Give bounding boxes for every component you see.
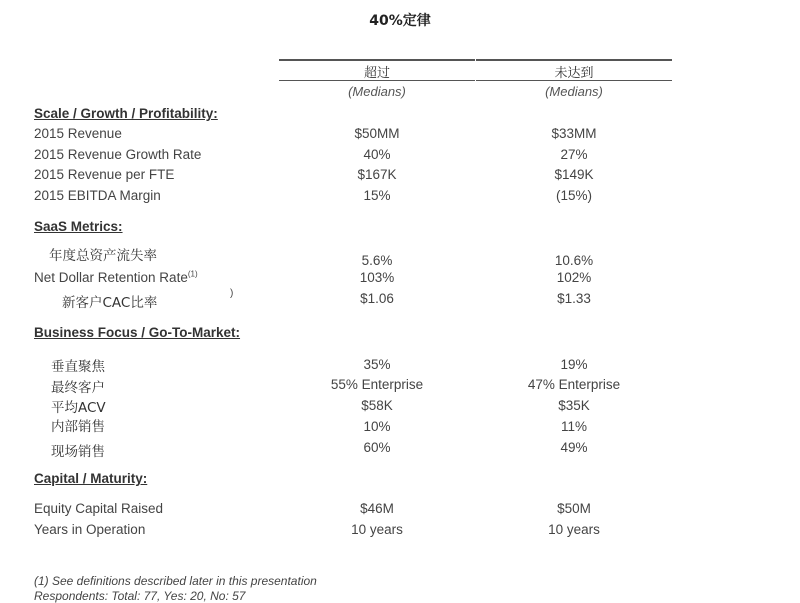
row-value-exceed: $1.06 xyxy=(360,291,394,306)
row-value-miss: 49% xyxy=(560,440,588,455)
row-label: 2015 Revenue xyxy=(34,126,122,141)
section-heading-business: Business Focus / Go-To-Market: xyxy=(34,325,241,340)
footnote-respondents: Respondents: Total: 77, Yes: 20, No: 57 xyxy=(34,589,246,603)
row-label: Years in Operation xyxy=(34,522,146,537)
header-rule-mid xyxy=(476,80,672,81)
section-heading-scale: Scale / Growth / Profitability: xyxy=(34,106,218,121)
row-label: 最终客户 xyxy=(51,380,105,396)
row-label: 年度总资产流失率 xyxy=(49,248,157,264)
row-value-miss: $1.33 xyxy=(557,291,591,306)
row-value-miss: 102% xyxy=(556,270,592,285)
page-title: 40%定律 xyxy=(369,13,431,29)
row-value-exceed: $167K xyxy=(357,167,397,182)
row-value-exceed: 103% xyxy=(359,270,395,285)
header-rule-mid xyxy=(279,80,475,81)
row-value-miss: $33MM xyxy=(551,126,597,141)
row-value-miss: 27% xyxy=(560,147,588,162)
row-value-miss: (15%) xyxy=(555,188,592,203)
row-label: 新客户CAC比率 xyxy=(62,295,158,311)
column-medians-note: (Medians) xyxy=(348,84,406,99)
row-value-miss: 19% xyxy=(560,357,588,372)
row-value-miss: $35K xyxy=(558,398,590,413)
stray-paren: ) xyxy=(230,288,234,299)
column-header-miss: 未达到 xyxy=(554,66,594,81)
row-value-exceed: 10 years xyxy=(351,522,403,537)
row-value-exceed: 5.6% xyxy=(361,253,393,268)
row-value-exceed: 40% xyxy=(363,147,391,162)
footnote-marker: (1) xyxy=(187,269,198,279)
row-label: 2015 Revenue Growth Rate xyxy=(34,147,202,162)
header-rule-top xyxy=(279,59,475,61)
row-value-exceed: 15% xyxy=(363,188,391,203)
row-value-exceed: 35% xyxy=(363,357,391,372)
row-value-miss: 47% Enterprise xyxy=(527,377,621,392)
row-label: 现场销售 xyxy=(51,444,105,460)
row-label: 2015 Revenue per FTE xyxy=(34,167,175,182)
row-label: 平均ACV xyxy=(51,400,106,416)
footnote-definitions: (1) See definitions described later in this presentation xyxy=(34,574,317,588)
row-value-miss: 10 years xyxy=(548,522,600,537)
column-medians-note: (Medians) xyxy=(545,84,603,99)
header-rule-top xyxy=(476,59,672,61)
row-label: 2015 EBITDA Margin xyxy=(34,188,161,203)
row-value-exceed: 55% Enterprise xyxy=(330,377,424,392)
row-label: Equity Capital Raised xyxy=(34,501,164,516)
row-value-miss: 11% xyxy=(560,419,588,434)
row-label: Net Dollar Retention Rate xyxy=(34,270,188,285)
section-heading-capital: Capital / Maturity: xyxy=(34,471,148,486)
row-value-exceed: $50MM xyxy=(354,126,400,141)
row-value-exceed: 60% xyxy=(363,440,391,455)
row-label: 内部销售 xyxy=(51,419,105,435)
row-label-with-note xyxy=(34,270,198,285)
row-value-miss: $149K xyxy=(554,167,594,182)
row-value-exceed: $46M xyxy=(360,501,394,516)
row-value-miss: $50M xyxy=(557,501,591,516)
row-value-miss: 10.6% xyxy=(554,253,594,268)
section-heading-saas: SaaS Metrics: xyxy=(34,219,123,234)
column-header-exceed: 超过 xyxy=(363,66,390,81)
row-label: 垂直聚焦 xyxy=(51,359,105,375)
row-value-exceed: $58K xyxy=(361,398,393,413)
row-value-exceed: 10% xyxy=(363,419,391,434)
